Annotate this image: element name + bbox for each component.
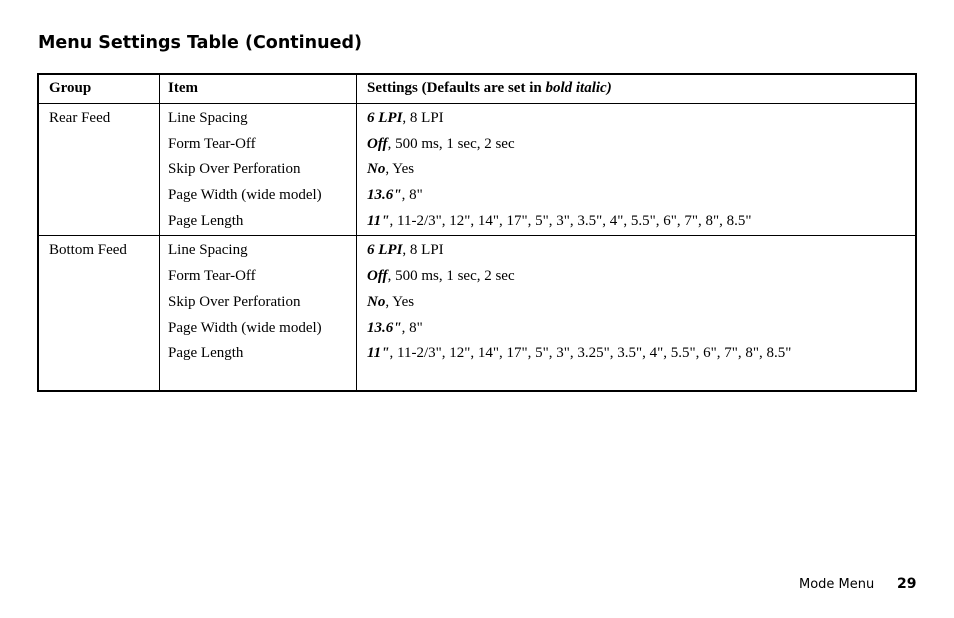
- group-separator: [39, 235, 915, 236]
- setting-value: No, Yes: [367, 161, 415, 177]
- setting-value: 6 LPI, 8 LPI: [367, 242, 444, 258]
- item-label: Line Spacing: [168, 242, 248, 258]
- item-label: Line Spacing: [168, 110, 248, 126]
- setting-value: 13.6", 8": [367, 320, 423, 336]
- setting-value: No, Yes: [367, 294, 415, 310]
- page-number: 29: [897, 576, 917, 592]
- header-group: Group: [49, 80, 92, 96]
- page-title: Menu Settings Table (Continued): [38, 33, 362, 53]
- item-label: Page Length: [168, 213, 244, 229]
- item-label: Page Width (wide model): [168, 187, 322, 203]
- header-settings: Settings (Defaults are set in bold italic): [367, 80, 612, 96]
- group-label-bottom-feed: Bottom Feed: [49, 242, 127, 258]
- divider-item-settings: [356, 75, 357, 390]
- setting-value: 11", 11-2/3", 12", 14", 17", 5", 3", 3.25", 3.5", 4", 5.5", 6", 7", 8", 8.5": [367, 345, 792, 361]
- item-label: Skip Over Perforation: [168, 161, 301, 177]
- item-label: Page Length: [168, 345, 244, 361]
- menu-settings-table: [37, 73, 917, 392]
- setting-value: 11", 11-2/3", 12", 14", 17", 5", 3", 3.5", 4", 5.5", 6", 7", 8", 8.5": [367, 213, 752, 229]
- setting-value: 6 LPI, 8 LPI: [367, 110, 444, 126]
- setting-value: Off, 500 ms, 1 sec, 2 sec: [367, 136, 515, 152]
- setting-value: Off, 500 ms, 1 sec, 2 sec: [367, 268, 515, 284]
- group-label-rear-feed: Rear Feed: [49, 110, 111, 126]
- divider-group-item: [159, 75, 160, 390]
- footer-section-label: Mode Menu: [799, 577, 875, 592]
- header-item: Item: [168, 80, 198, 96]
- item-label: Form Tear-Off: [168, 268, 256, 284]
- item-label: Page Width (wide model): [168, 320, 322, 336]
- item-label: Form Tear-Off: [168, 136, 256, 152]
- item-label: Skip Over Perforation: [168, 294, 301, 310]
- setting-value: 13.6", 8": [367, 187, 423, 203]
